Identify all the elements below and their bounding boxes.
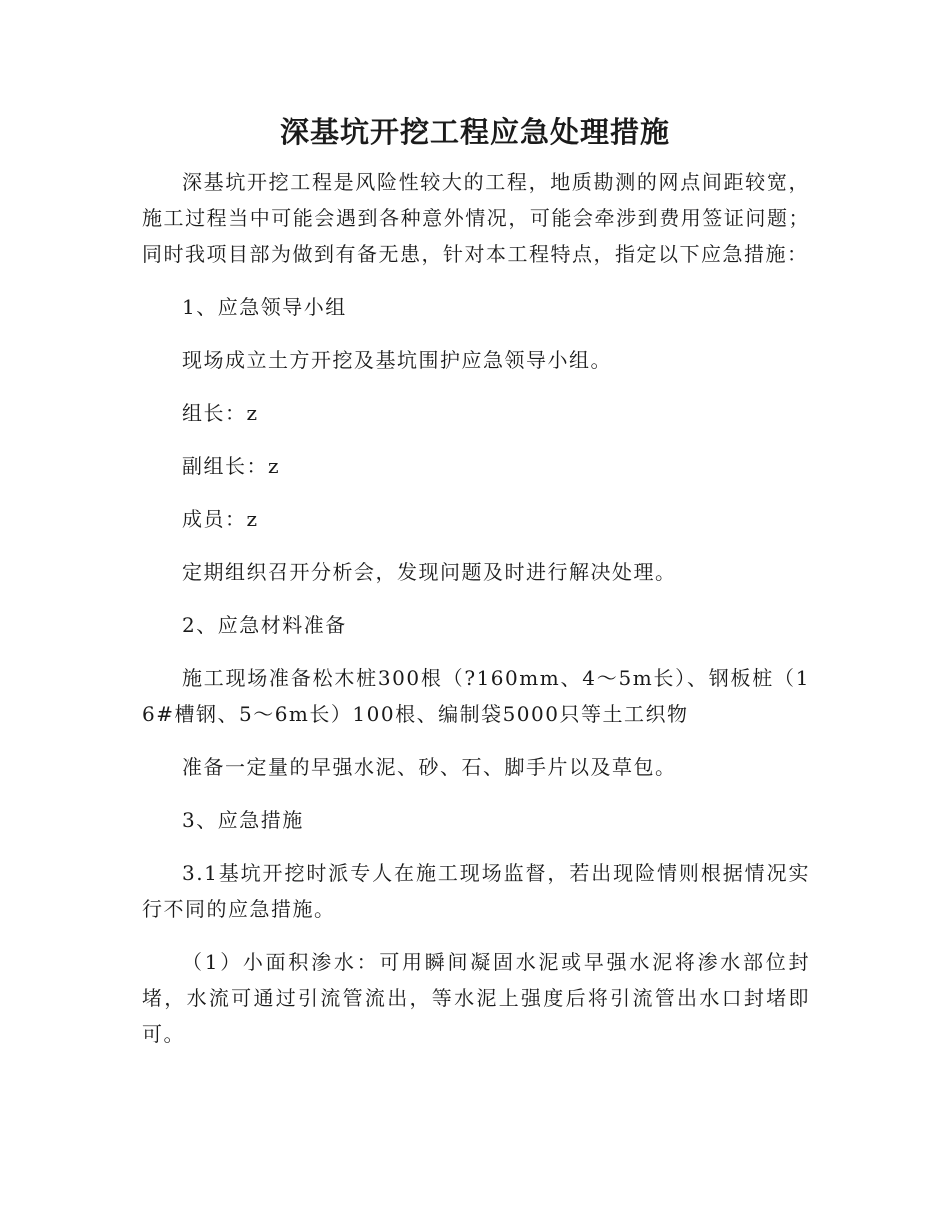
- heading-materials: 2、应急材料准备: [182, 613, 347, 637]
- paragraph-measure-seepage: （1）小面积渗水：可用瞬间凝固水泥或早强水泥将渗水部位封堵，水流可通过引流管流出，等水泥上强度后将引流管出水口封堵即可。: [142, 950, 810, 1046]
- paragraph-measure-3-1: 3.1基坑开挖时派专人在施工现场监督，若出现险情则根据情况实行不同的应急措施。: [142, 861, 810, 921]
- paragraph-meetings: 定期组织召开分析会，发现问题及时进行解决处理。: [182, 560, 677, 584]
- paragraph-group-leader: 组长：z: [182, 401, 259, 425]
- paragraph-materials-extra: 准备一定量的早强水泥、砂、石、脚手片以及草包。: [182, 755, 677, 779]
- paragraph-group-setup: 现场成立土方开挖及基坑围护应急领导小组。: [182, 348, 612, 372]
- heading-emergency-group: 1、应急领导小组: [182, 295, 347, 319]
- heading-measures: 3、应急措施: [182, 808, 304, 832]
- paragraph-deputy-leader: 副组长：z: [182, 454, 281, 478]
- paragraph-members: 成员：z: [182, 507, 259, 531]
- paragraph-intro: 深基坑开挖工程是风险性较大的工程，地质勘测的网点间距较宽，施工过程当中可能会遇到各种意外情况，可能会牵涉到费用签证问题；同时我项目部为做到有备无患，针对本工程特点，指定以下应急措施：: [142, 170, 810, 266]
- paragraph-materials-list: 施工现场准备松木桩300根（?160mm、4～5m长）、钢板桩（16#槽钢、5～6m长）100根、编制袋5000只等土工织物: [142, 666, 810, 726]
- document-body: [142, 164, 810, 1069]
- document-title: 深基坑开挖工程应急处理措施: [279, 115, 670, 149]
